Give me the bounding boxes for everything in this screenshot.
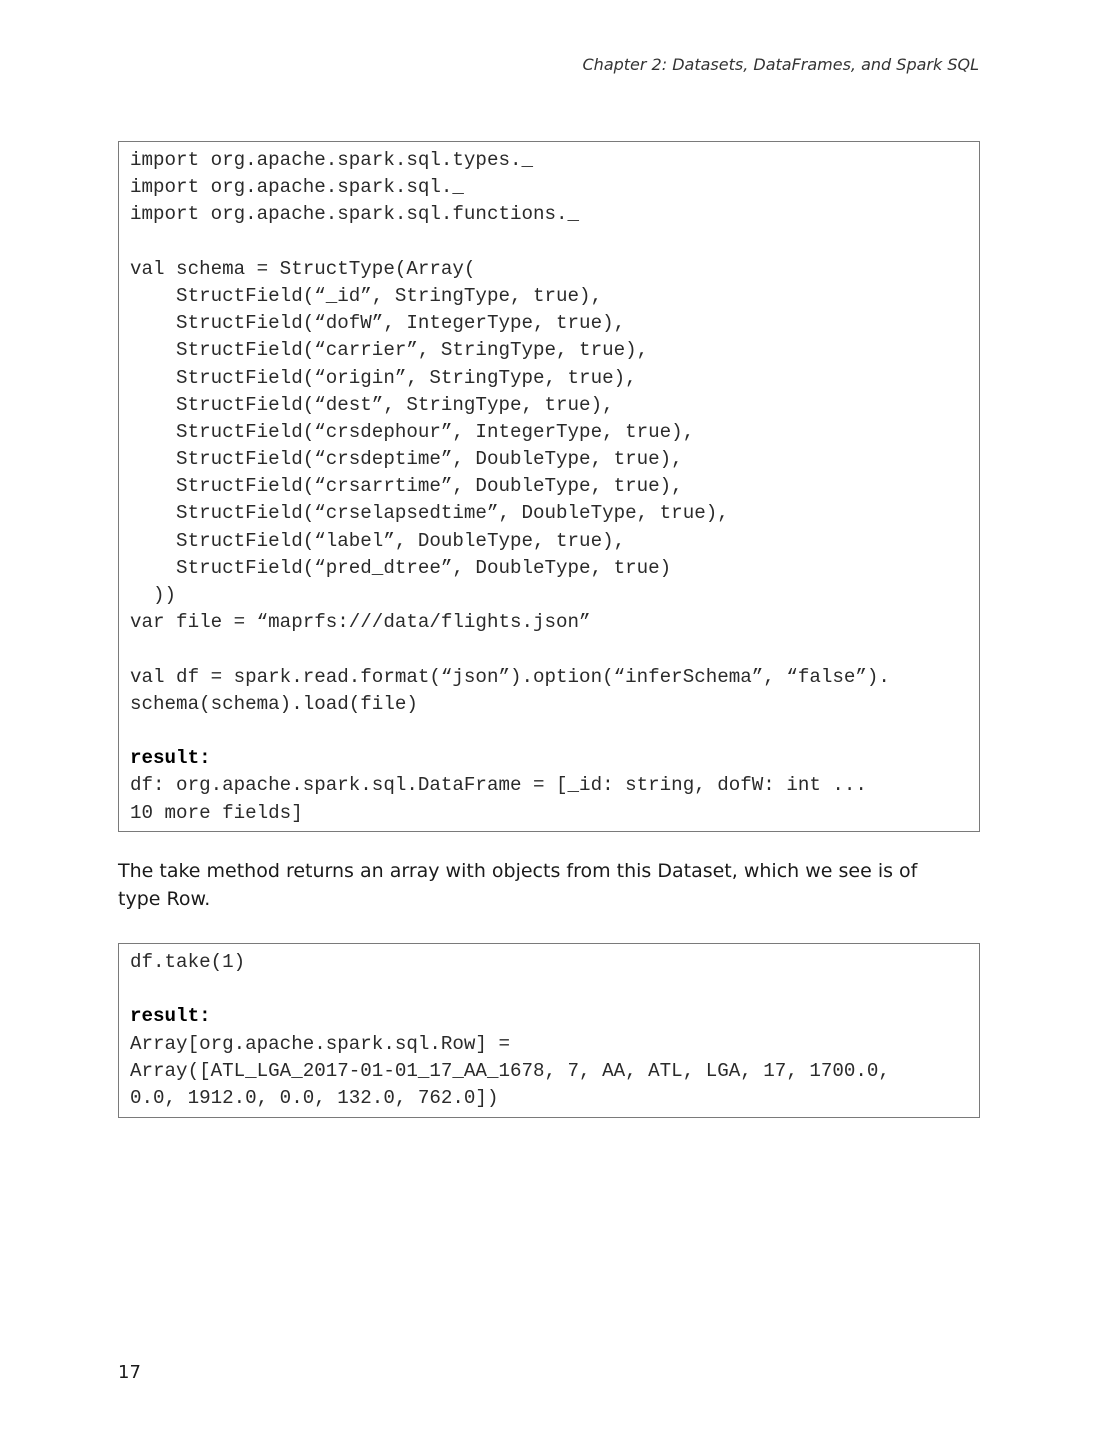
code-block-schema: [118, 141, 980, 832]
code-line: 0.0, 1912.0, 0.0, 132.0, 762.0]): [130, 1086, 499, 1109]
code-line: df.take(1): [130, 951, 246, 973]
page-number: 17: [118, 1362, 141, 1383]
code-line: )): [130, 584, 177, 606]
code-line: import org.apache.spark.sql.types._: [130, 149, 534, 171]
code-line: StructField(“crselapsedtime”, DoubleType, true),: [130, 502, 729, 525]
code-line: StructField(“crsarrtime”, DoubleType, true),: [130, 475, 683, 498]
code-line: import org.apache.spark.sql._: [130, 176, 464, 199]
code-line: StructField(“label”, DoubleType, true),: [130, 529, 626, 552]
code-line: Array([ATL_LGA_2017-01-01_17_AA_1678, 7, AA, ATL, LGA, 17, 1700.0,: [130, 1059, 890, 1082]
code-line: import org.apache.spark.sql.functions._: [130, 203, 580, 226]
code-line: StructField(“dofW”, IntegerType, true),: [130, 312, 626, 335]
result-label: result:: [130, 747, 211, 770]
code-line: StructField(“_id”, StringType, true),: [130, 284, 603, 307]
code-block-take: [118, 943, 980, 1118]
body-paragraph: The take method returns an array with objects from this Dataset, which we see is of type Row.: [118, 860, 918, 910]
code-line: [130, 229, 969, 256]
code-line: StructField(“crsdephour”, IntegerType, true),: [130, 420, 695, 443]
code-line: df: org.apache.spark.sql.DataFrame = [_id: string, dofW: int ...: [130, 774, 867, 797]
code-line: StructField(“origin”, StringType, true),: [130, 366, 637, 389]
result-label: result:: [130, 1005, 211, 1028]
code-line: 10 more fields]: [130, 801, 303, 824]
code-line: Array[org.apache.spark.sql.Row] =: [130, 1032, 510, 1055]
running-header: Chapter 2: Datasets, DataFrames, and Spark SQL: [582, 55, 979, 74]
code-line: val df = spark.read.format(“json”).option(“inferSchema”, “false”).: [130, 665, 890, 688]
code-line: [130, 976, 969, 1003]
code-line: StructField(“pred_dtree”, DoubleType, true): [130, 556, 672, 579]
code-line: var file = “maprfs:///data/flights.json”: [130, 611, 591, 634]
code-line: [130, 636, 969, 663]
code-line: StructField(“dest”, StringType, true),: [130, 393, 614, 416]
code-line: StructField(“crsdeptime”, DoubleType, true),: [130, 448, 683, 471]
code-line: schema(schema).load(file): [130, 692, 418, 715]
code-line: [130, 718, 969, 745]
code-line: val schema = StructType(Array(: [130, 257, 476, 280]
code-line: StructField(“carrier”, StringType, true),: [130, 339, 649, 362]
